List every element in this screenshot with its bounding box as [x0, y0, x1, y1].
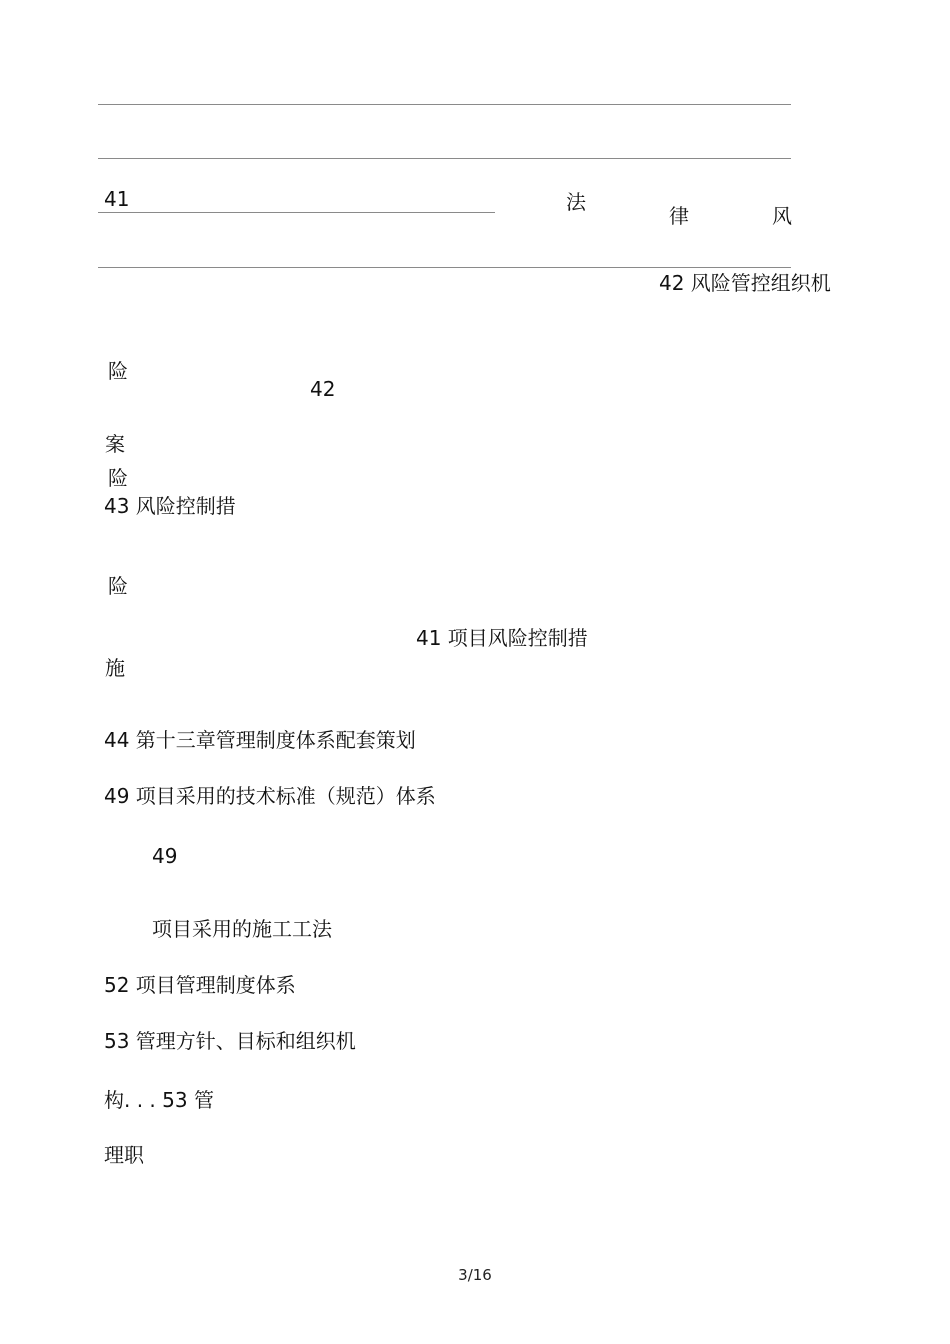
toc-text: 42	[310, 377, 336, 401]
toc-text: 44 第十三章管理制度体系配套策划	[104, 728, 416, 752]
rule-line	[98, 267, 791, 268]
rule-line	[98, 158, 791, 159]
toc-text: 42 风险管控组织机	[659, 271, 831, 295]
rule-line	[98, 104, 791, 105]
toc-text: 案	[105, 432, 125, 456]
toc-text: 43 风险控制措	[104, 494, 236, 518]
toc-text: 项目采用的施工工法	[152, 917, 332, 941]
toc-text: 49 项目采用的技术标准（规范）体系	[104, 784, 436, 808]
toc-text: 53 管理方针、目标和组织机	[104, 1029, 356, 1053]
toc-text: 风	[772, 204, 792, 228]
page-number: 3/16	[458, 1266, 492, 1284]
toc-text: 52 项目管理制度体系	[104, 973, 296, 997]
toc-text: 险	[108, 574, 128, 598]
toc-text: 施	[105, 656, 125, 680]
toc-text: 险	[108, 359, 128, 383]
toc-text: 险	[108, 466, 128, 490]
toc-text: 理职	[104, 1143, 144, 1167]
toc-text: 律	[669, 204, 689, 228]
rule-line	[98, 212, 495, 213]
toc-text: 法	[566, 190, 586, 214]
toc-text: 41 项目风险控制措	[416, 626, 588, 650]
toc-text: 构. . . 53 管	[104, 1088, 214, 1112]
toc-text: 49	[152, 844, 178, 868]
toc-text: 41	[104, 187, 130, 211]
